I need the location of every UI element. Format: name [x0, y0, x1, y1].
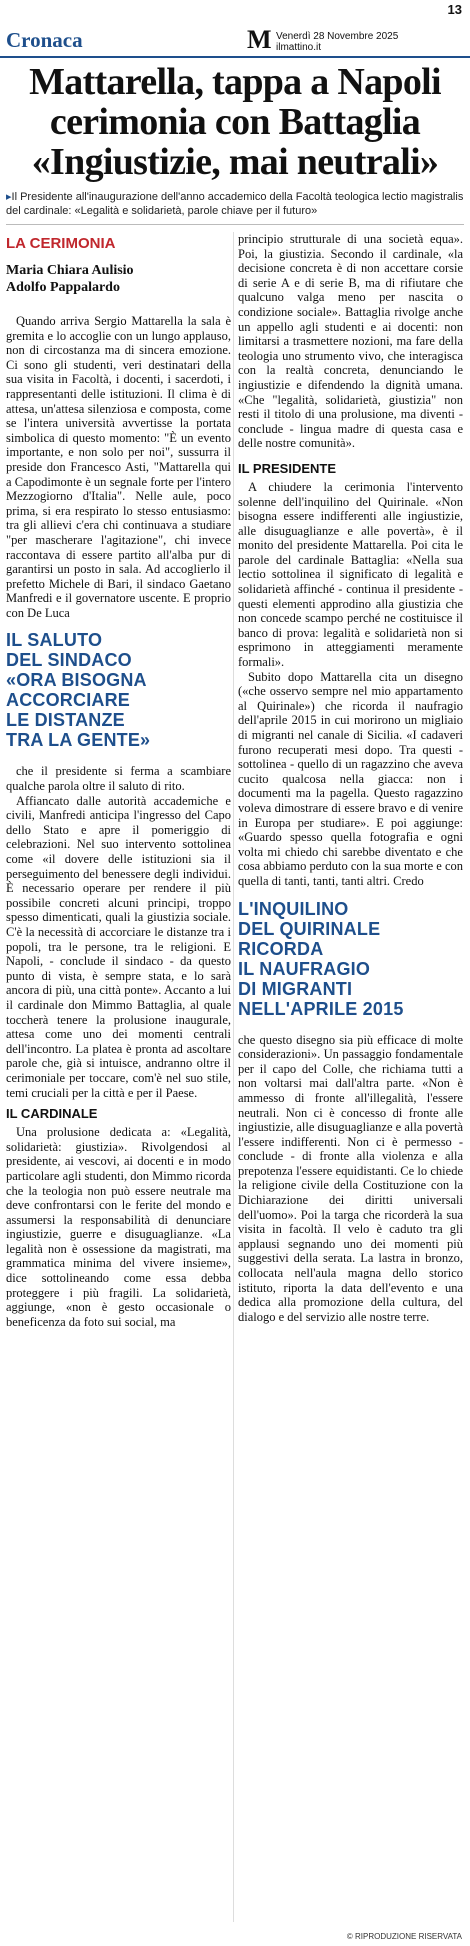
headline: Mattarella, tappa a Napoli cerimonia con Battaglia «Ingiustizie, mai neutrali»	[29, 61, 441, 183]
paragraph: principio strutturale di una società equa». Poi, la giustizia. Secondo il cardinale, «la decisione concreta è di non accettare corsie di serie A e di serie B, ma di rifiutare che qualcuno valga meno per nascita o condizione sociale». Battaglia rivolge anche un appello agli studenti e ai docenti: non limitarsi a trasmettere nozioni, ma fare della teologia uno strumento vivo, che interagisca con la realtà concreta, denunciando le ingiustizie e difendendo la dignità umana. «Che "legalità, solidarietà, giustizia" non resti il titolo di una prolusione, ma diventi - conclude - lingua madre di questa casa e delle nostre comunità».	[238, 232, 463, 451]
issue-date: Venerdì 28 Novembre 2025	[276, 31, 399, 42]
issue-date-block	[276, 31, 398, 53]
kicker-label: LA CERIMONIA	[6, 235, 116, 252]
page-number: 13	[447, 2, 462, 17]
subhead-rule	[6, 224, 464, 225]
newspaper-logo: M	[247, 25, 272, 54]
byline: Maria Chiara Aulisio Adolfo Pappalardo	[6, 263, 134, 295]
header-rule	[0, 56, 470, 58]
subheadline	[6, 190, 464, 218]
paragraph: che questo disegno sia più efficace di molte considerazioni». Un passaggio fondamentale per il capo del Colle, che richiama tutti a non voltarsi mai dall'altra parte. «Non è ammesso di fronte all'illegalità, l'essere neutrali. Non ci è concesso di fronte alle ingiustizie, alle disuguaglianze e alla povertà l'essere indifferenti. Non ci è permesso - conclude - di fronte alla violenza e alla prepotenza l'essere equidistanti. Ce lo chiede la religione civile della Costituzione con la Dichiarazione dei diritti universali dell'uomo». Poi la targa che ricorderà la sua visita in facoltà. Il velo è caduto tra gli applausi segnando uno dei momenti più suggestivi della serata. La lastra in bronzo, collocata nell'aula magna dello storico istituto, riporta la data dell'evento e una dedica alla promozione della cultura, del dialogo e del servizio alle nostre terre.	[238, 1032, 463, 1324]
pull-quote: L'INQUILINO DEL QUIRINALE RICORDA IL NAUFRAGIO DI MIGRANTI NELL'APRILE 2015	[238, 898, 404, 1019]
page-header	[0, 0, 470, 52]
paragraph: Subito dopo Mattarella cita un disegno («che osservo sempre nel mio appartamento al Quirinale») che ricorda il naufragio dell'aprile 2015 in cui morirono un migliaio di migranti nel canale di Sicilia. «I cadaveri furono recuperati mesi dopo. Tra questi - sottolinea - quello di un ragazzino che aveva cucito qualcosa nella giacca: non i documenti ma la pagella. Questo ragazzino voleva dimostrare di essere bravo e di venire in Europa per studiare». E poi aggiunge: «Guardo spesso quella fotografia e ogni volta mi chiedo chi sarebbe diventato e che cosa abbiamo perduto con la sua morte e con quella di tanti, tanti, tanti altri. Credo	[238, 669, 463, 888]
article-column-1	[6, 232, 231, 1329]
subheadline-text: Il Presidente all'inaugurazione dell'anno accademico della Facoltà teologica lectio magistralis del cardinale: «Legalità e solidarietà, parole chiave per il futuro»	[6, 191, 464, 217]
paragraph: che il presidente si ferma a scambiare qualche parola oltre il saluto di rito.	[6, 764, 231, 794]
triangle-bullet-icon: ▸	[6, 191, 12, 203]
site-url: ilmattino.it	[276, 42, 322, 53]
column-divider	[233, 232, 234, 1922]
paragraph: Una prolusione dedicata a: «Legalità, solidarietà: giustizia». Rivolgendosi al presidente, ai vescovi, ai docenti e in modo particolare agli studenti, don Mimmo ricorda che la teologia non può essere neutrale ma deve confrontarsi con le ferite del mondo e assumersi la responsabilità di denunciare ingiustizie, guerre e disuguaglianze. «La legalità non è ossessione da magistrati, ma grammatica minima del vivere insieme», dice sottolineando come essa debba proteggere i più fragili. La solidarietà, aggiunge, «non è gesto occasionale o beneficenza da foto sui social, ma	[6, 1125, 231, 1329]
paragraph: Affiancato dalle autorità accademiche e civili, Manfredi anticipa l'ingresso del Capo dello Stato e apre il pomeriggio di celebrazioni. Nel suo intervento sottolinea come «il dovere delle istituzioni sia il perseguimento del benessere degli individui. È necessario operare per rendere il più possibile concreti alcuni principi, troppo spesso dimenticati, quali la giustizia sociale. C'è la necessità di accorciare le distanze tra i popoli, tra le persone, tra le religioni. E Napoli, - conclude il sindaco - da questo punto di vista, è sempre stata, e lo sarà ancora di più, una città ponte». Accanto a lui il cardinale don Mimmo Battaglia, al quale toccherà tenere la prolusione inaugurale, attesa come uno dei momenti centrali dell'incontro. La platea è pronta ad ascoltare parole che, già si intuisce, andranno oltre il cerimoniale per toccare, com'è nel suo stile, temi cruciali per la città e per il Paese.	[6, 793, 231, 1100]
section-title: Cronaca	[6, 28, 83, 52]
paragraph: A chiudere la cerimonia l'intervento solenne dell'inquilino del Quirinale. «Non bisogna essere indifferenti alle ingiustizie, alle disuguaglianze e alle povertà», è il monito del presidente Mattarella. Poi cita le parole del cardinale Battaglia: «Nella sua lectio sottolinea il significato di legalità e solidarietà affinché - continua il presidente - questi elementi approdino alla giustizia che non concede scampo perché ne costituisce il banco di prova: legalità e solidarietà non si esprimono in atteggiamenti meramente formali».	[238, 479, 463, 670]
paragraph: Quando arriva Sergio Mattarella la sala è gremita e lo accoglie con un lungo applauso, non di circostanza ma di sincera emozione. Ci sono gli studenti, veri destinatari della sua visita in Facoltà, i docenti, i sacerdoti, i rappresentanti delle istituzioni. Il clima è di attesa, un'attesa silenziosa e composta, come se l'intera università avvertisse la portata simbolica di questo momento: "È un evento importante, e non solo per noi", sussurra il preside don Francesco Asti, "Mattarella qui a Capodimonte è un segnale forte per l'intero Mezzogiorno d'Italia". Nelle aule, poco prima, si era respirato lo stesso entusiasmo: tra gli allievi c'era chi continuava a studiare "per mascherare l'agitazione", chi invece raccontava di essere partito all'alba pur di garantirsi un posto in sala. Ad accoglierlo il prefetto Michele di Bari, il sindaco Gaetano Manfredi e il governatore uscente. E proprio con De Luca	[6, 314, 231, 620]
section-subheading: IL CARDINALE	[6, 1106, 98, 1122]
pull-quote: IL SALUTO DEL SINDACO «ORA BISOGNA ACCORCIARE LE DISTANZE TRA LA GENTE»	[6, 630, 151, 751]
article-column-2	[238, 232, 463, 1324]
section-subheading: IL PRESIDENTE	[238, 460, 337, 476]
copyright-notice: © RIPRODUZIONE RISERVATA	[346, 1932, 462, 1941]
